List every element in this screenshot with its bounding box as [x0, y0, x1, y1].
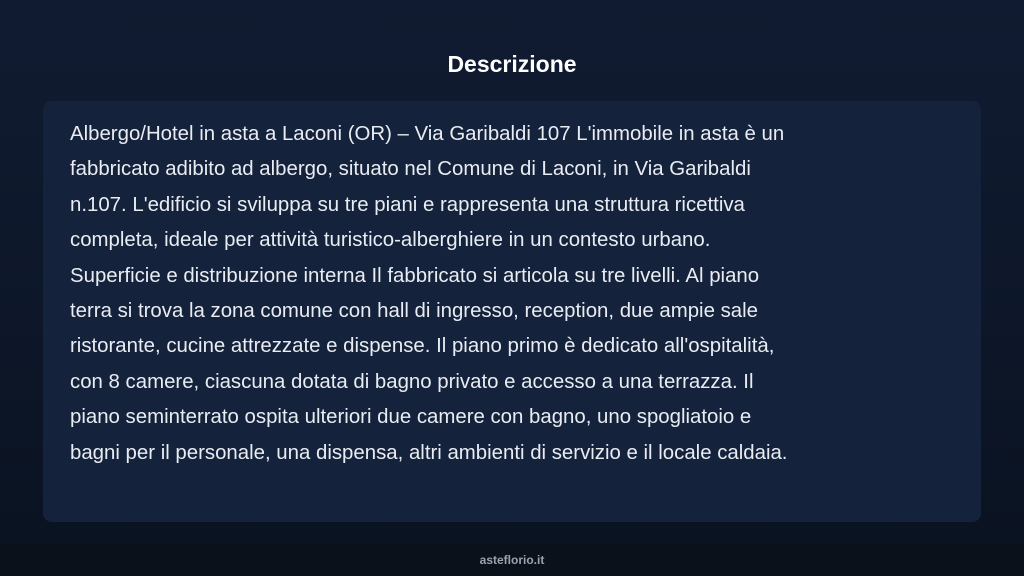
footer-bar [0, 544, 1024, 576]
description-line: completa, ideale per attività turistico-alberghiere in un contesto urbano. [70, 229, 711, 252]
description-text [70, 117, 954, 471]
footer-site-link[interactable]: asteflorio.it [479, 553, 545, 567]
description-line: piano seminterrato ospita ulteriori due camere con bagno, uno spogliatoio e [70, 406, 752, 429]
section-title: Descrizione [447, 51, 577, 77]
description-line: fabbricato adibito ad albergo, situato nel Comune di Laconi, in Via Garibaldi [70, 158, 751, 181]
description-line: Albergo/Hotel in asta a Laconi (OR) – Via Garibaldi 107 L'immobile in asta è un [70, 123, 785, 145]
description-line: Superficie e distribuzione interna Il fabbricato si articola su tre livelli. Al piano [70, 264, 760, 287]
description-line: bagni per il personale, una dispensa, altri ambienti di servizio e il locale caldaia. [70, 441, 788, 464]
description-line: ristorante, cucine attrezzate e dispense. Il piano primo è dedicato all'ospitalità, [70, 335, 775, 358]
description-line: con 8 camere, ciascuna dotata di bagno privato e accesso a una terrazza. Il [70, 370, 754, 393]
description-card [43, 101, 981, 522]
description-line: terra si trova la zona comune con hall di ingresso, reception, due ampie sale [70, 300, 758, 323]
description-line: n.107. L'edificio si sviluppa su tre piani e rappresenta una struttura ricettiva [70, 193, 745, 216]
